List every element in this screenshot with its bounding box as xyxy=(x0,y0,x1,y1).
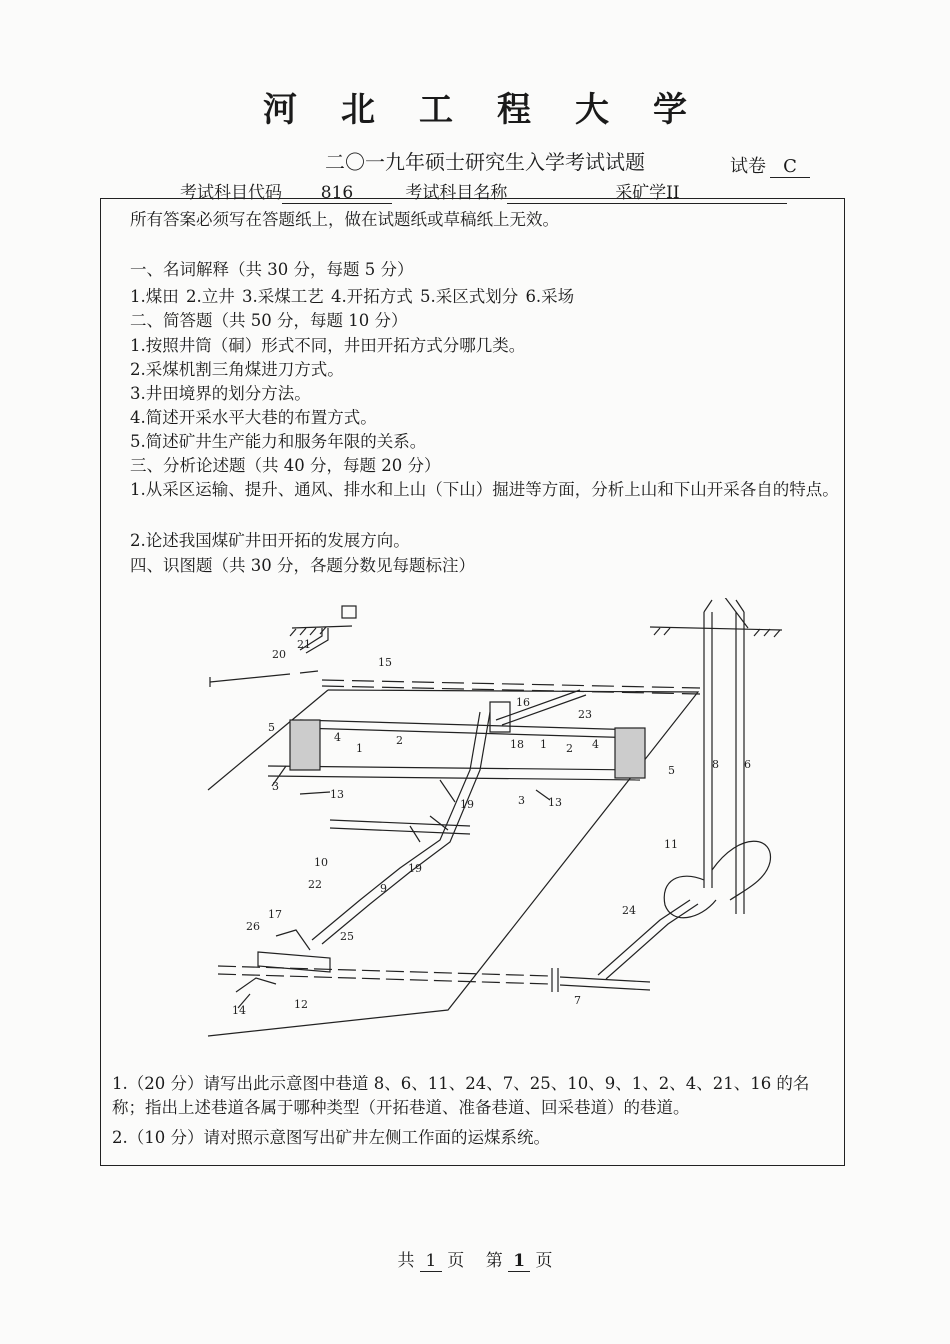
section-1-title: 一、名词解释（共 30 分，每题 5 分） xyxy=(130,260,414,279)
diagram-label-set xyxy=(232,638,751,1017)
total-prefix: 共 xyxy=(397,1251,415,1271)
label-3b: 3 xyxy=(518,794,525,807)
section-2-question-2: 2.采煤机割三角煤进刀方式。 xyxy=(130,360,344,379)
subject-name: 采矿学II xyxy=(507,178,787,204)
figure-question-1: 1.（20 分）请写出此示意图中巷道 8、6、11、24、7、25、10、9、1、2、4、21、16 的名称；指出上述巷道各属于哪种类型（开拓巷道、准备巷道、回采巷道）的巷道。 xyxy=(112,1074,810,1117)
label-7: 7 xyxy=(574,994,581,1007)
label-4a: 4 xyxy=(334,731,341,744)
label-2b: 2 xyxy=(566,742,573,755)
label-26: 26 xyxy=(246,920,260,933)
subject-name-label: 考试科目名称 xyxy=(405,183,508,203)
label-18: 18 xyxy=(510,738,524,751)
section-2-question-4: 4.简述开采水平大巷的布置方式。 xyxy=(130,408,377,427)
section-2-title: 二、简答题（共 50 分，每题 10 分） xyxy=(130,311,408,330)
section-3-question-1: 1.从采区运输、提升、通风、排水和上山（下山）掘进等方面，分析上山和下山开采各自的特点。 xyxy=(130,480,839,499)
label-5a: 5 xyxy=(268,721,275,734)
current-prefix: 第 xyxy=(485,1251,503,1271)
university-title: 河北工程大学 xyxy=(263,90,731,130)
label-3a: 3 xyxy=(272,780,279,793)
label-5b: 5 xyxy=(668,764,675,777)
label-1b: 1 xyxy=(540,738,547,751)
label-13a: 13 xyxy=(330,788,344,801)
label-11: 11 xyxy=(664,838,678,851)
label-10: 10 xyxy=(314,856,328,869)
label-15: 15 xyxy=(378,656,392,669)
total-pages: 1 xyxy=(420,1251,442,1272)
label-19a: 19 xyxy=(460,798,474,811)
label-25: 25 xyxy=(340,930,354,943)
section-3-title: 三、分析论述题（共 40 分，每题 20 分） xyxy=(130,456,441,475)
label-9: 9 xyxy=(380,882,387,895)
label-20: 20 xyxy=(272,648,286,661)
label-8: 8 xyxy=(712,758,719,771)
label-13b: 13 xyxy=(548,796,562,809)
subject-code: 816 xyxy=(282,183,392,204)
total-unit: 页 xyxy=(447,1251,465,1271)
section-3-question-2: 2.论述我国煤矿井田开拓的发展方向。 xyxy=(130,531,410,550)
section-2-question-5: 5.简述矿井生产能力和服务年限的关系。 xyxy=(130,432,427,451)
section-2-question-1: 1.按照井筒（硐）形式不同，井田开拓方式分哪几类。 xyxy=(130,336,526,355)
mine-layout-diagram xyxy=(200,598,800,1048)
label-14: 14 xyxy=(232,1004,246,1017)
figure-question-2: 2.（10 分）请对照示意图写出矿井左侧工作面的运煤系统。 xyxy=(112,1128,550,1147)
section-4-title: 四、识图题（共 30 分，各题分数见每题标注） xyxy=(130,556,475,575)
label-12: 12 xyxy=(294,998,308,1011)
label-24: 24 xyxy=(622,904,636,917)
label-16: 16 xyxy=(516,696,530,709)
label-6: 6 xyxy=(744,758,751,771)
current-page: 1 xyxy=(508,1251,530,1272)
paper-value: C xyxy=(770,156,810,178)
label-21: 21 xyxy=(297,638,311,651)
paper-label: 试卷 xyxy=(730,156,766,177)
label-17: 17 xyxy=(268,908,282,921)
label-22: 22 xyxy=(308,878,322,891)
subject-code-label: 考试科目代码 xyxy=(180,183,282,203)
label-2a: 2 xyxy=(396,734,403,747)
page-footer xyxy=(0,1246,950,1272)
paper-version xyxy=(730,152,810,178)
notice: 所有答案必须写在答题纸上，做在试题纸或草稿纸上无效。 xyxy=(130,210,559,229)
section-1-terms: 1.煤田 2.立井 3.采煤工艺 4.开拓方式 5.采区式划分 6.采场 xyxy=(130,287,575,306)
label-1a: 1 xyxy=(356,742,363,755)
label-4b: 4 xyxy=(592,738,599,751)
exam-title: 二〇一九年硕士研究生入学考试试题 xyxy=(325,150,645,174)
current-unit: 页 xyxy=(535,1251,553,1271)
section-2-question-3: 3.井田境界的划分方法。 xyxy=(130,384,311,403)
label-19b: 19 xyxy=(408,862,422,875)
label-23: 23 xyxy=(578,708,592,721)
